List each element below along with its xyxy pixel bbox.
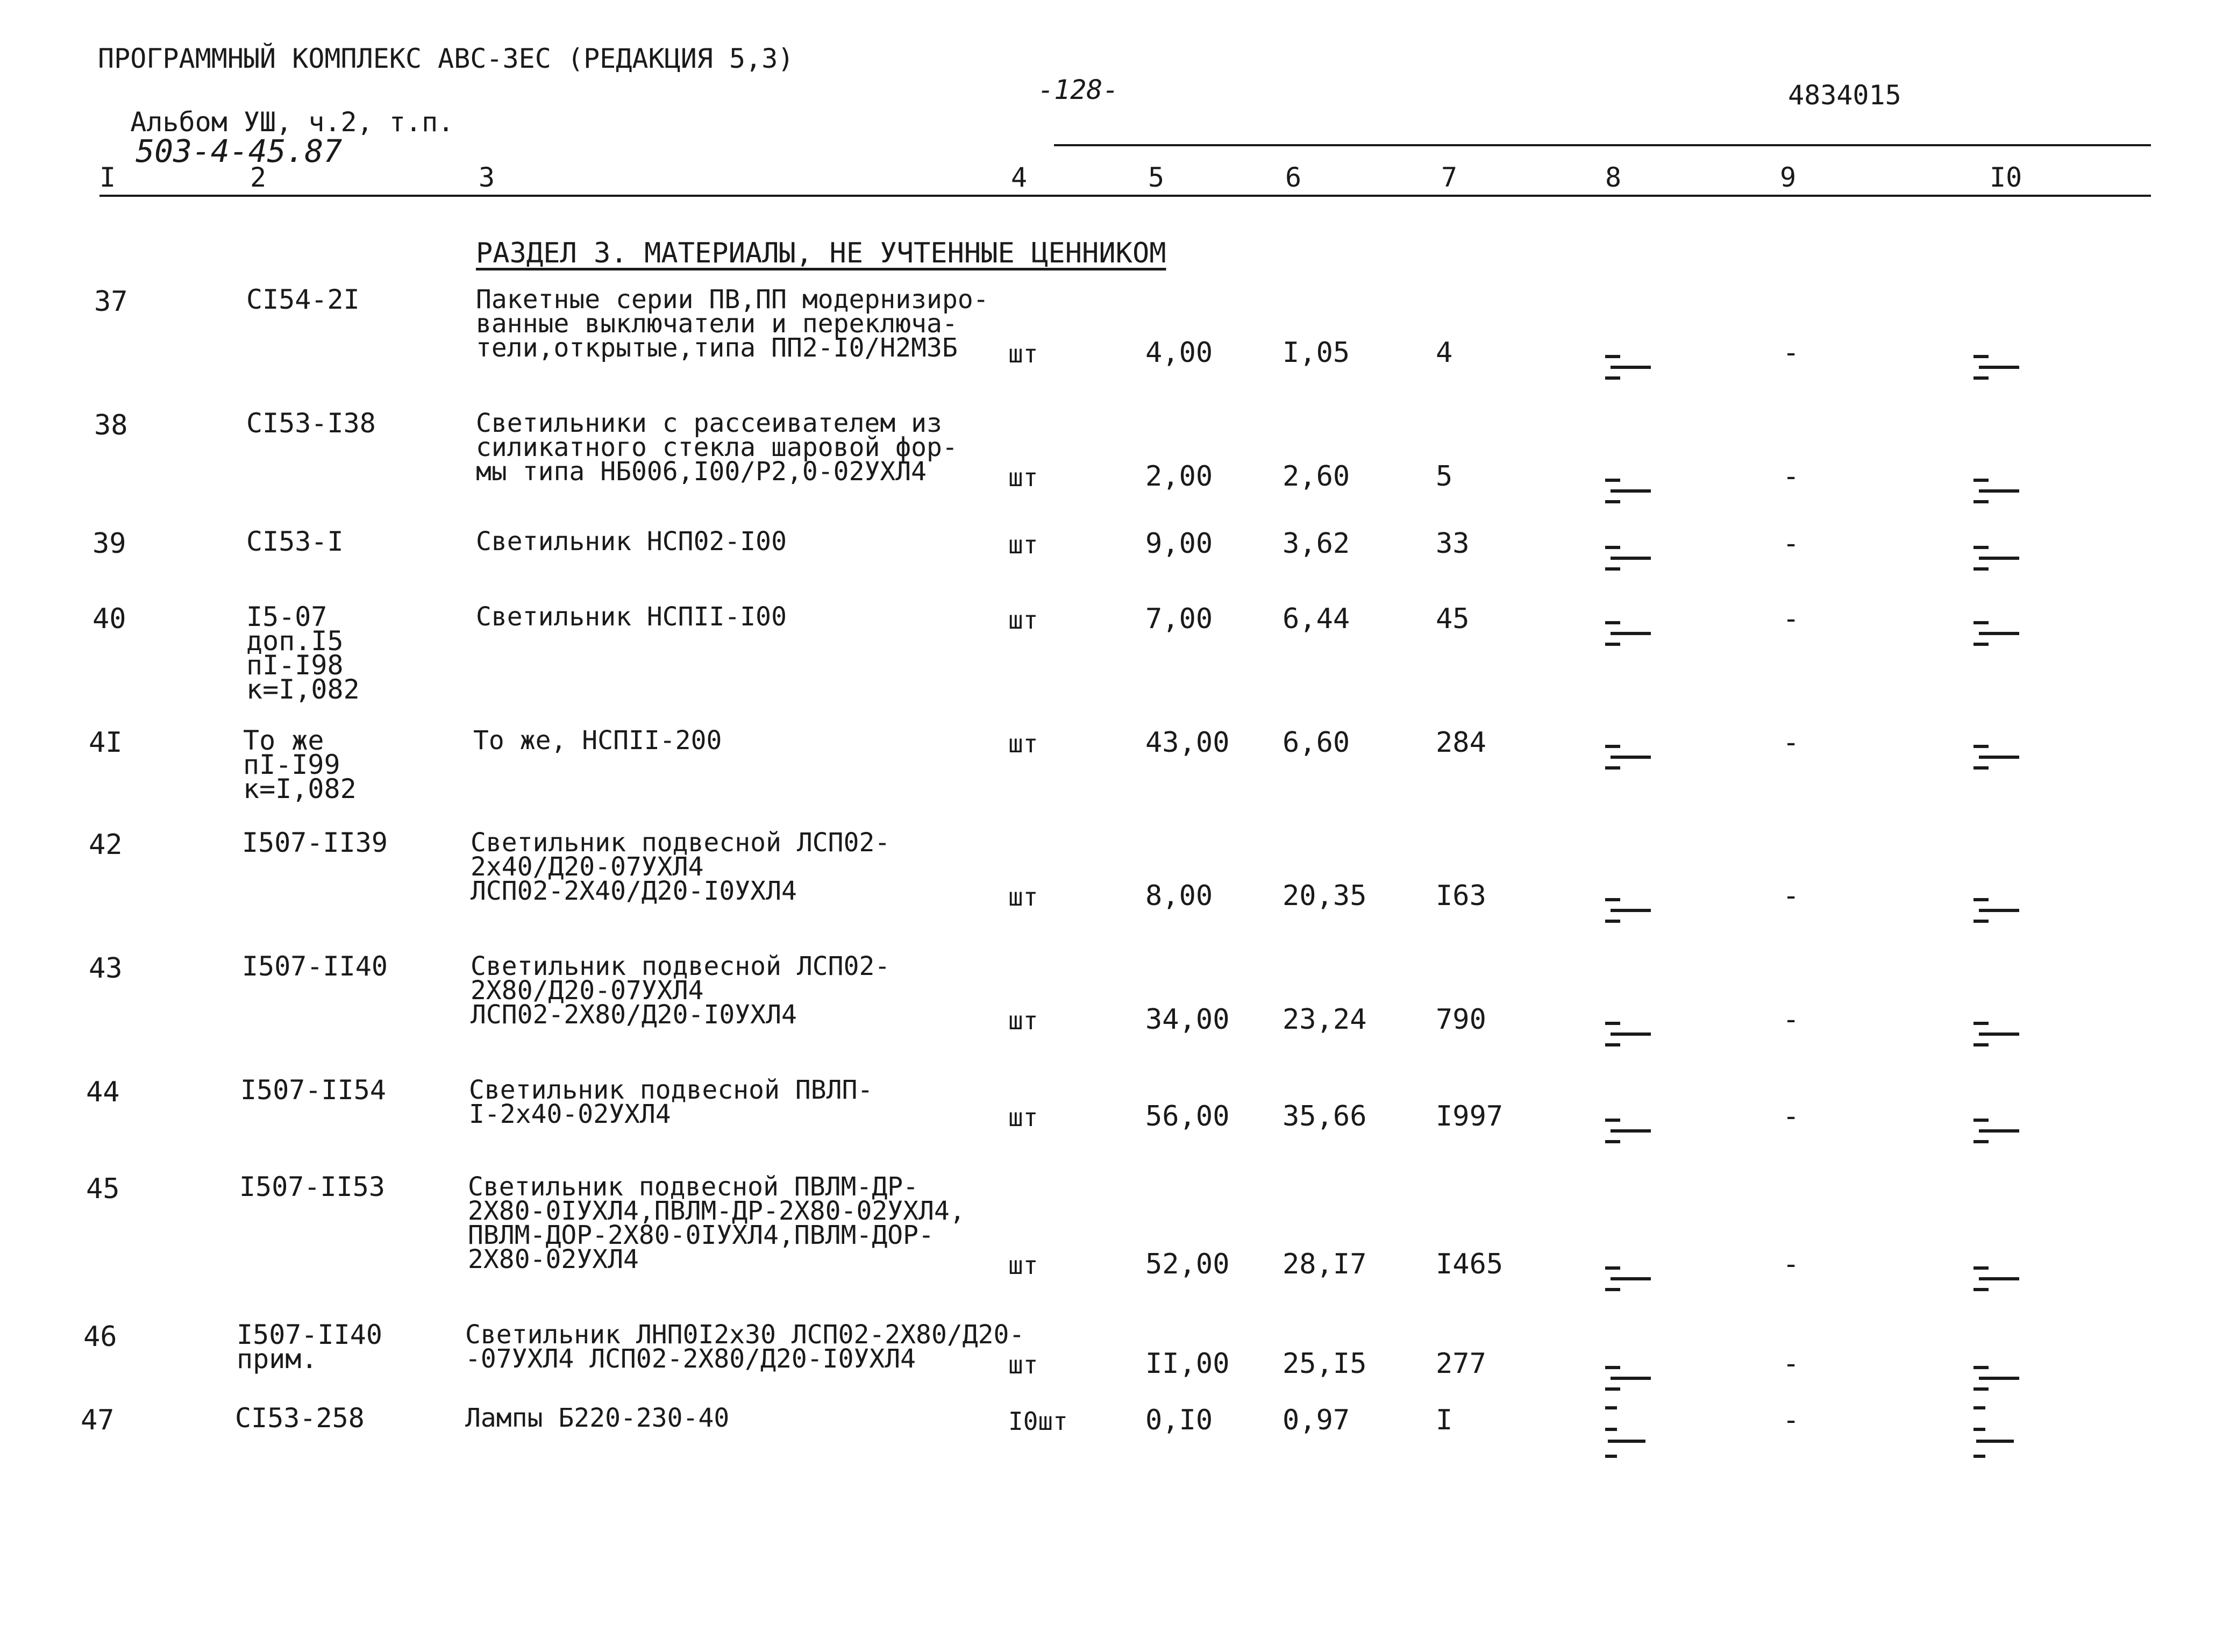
header-top-rule (1054, 144, 2151, 146)
unit-of-measure: шт (1008, 1251, 1038, 1280)
column-header-6: 6 (1285, 162, 1302, 193)
unit-of-measure: шт (1008, 530, 1038, 559)
description-line: Светильник подвесной ЛСП02- (471, 828, 890, 858)
column-9-value: - (1783, 880, 1800, 912)
unit-of-measure: шт (1008, 1103, 1038, 1132)
column-9-value: - (1783, 528, 1800, 560)
album-number-handwritten: 503-4-45.87 (136, 133, 343, 169)
material-description (476, 284, 989, 363)
album-label: Альбом УШ, ч.2, т.п. (130, 106, 454, 138)
material-description (465, 1320, 1025, 1374)
quantity: 8,00 (1145, 880, 1213, 912)
price-code-line: То же (243, 725, 324, 756)
description-line: Светильник ЛНП0I2х30 ЛСП02-2Х80/Д20- (465, 1320, 1025, 1350)
price-code-line: CI53-I38 (246, 408, 376, 439)
album-reference (98, 82, 454, 167)
description-line: ЛСП02-2Х80/Д20-I0УХЛ4 (471, 1000, 797, 1030)
quantity: 34,00 (1145, 1003, 1230, 1036)
column-header-7: 7 (1441, 162, 1458, 193)
quantity: 2,00 (1145, 460, 1213, 493)
price-code-line: пI-I99 (243, 749, 340, 780)
unit-price: 35,66 (1282, 1100, 1367, 1133)
unit-of-measure: шт (1008, 882, 1038, 912)
total-cost: 5 (1436, 460, 1453, 493)
unit-price: 2,60 (1282, 460, 1350, 493)
price-code-line: прим. (237, 1343, 318, 1375)
material-description (476, 408, 958, 487)
description-line: силикатного стекла шаровой фор- (476, 432, 958, 462)
price-code-line: I5-07 (246, 601, 327, 632)
price-code (240, 1074, 386, 1106)
column-header-4: 4 (1011, 162, 1028, 193)
unit-price: 20,35 (1282, 880, 1367, 912)
quantity: 56,00 (1145, 1100, 1230, 1133)
unit-price: 23,24 (1282, 1003, 1367, 1036)
column-header-1: I (99, 162, 116, 193)
description-line: ЛСП02-2Х40/Д20-I0УХЛ4 (471, 876, 797, 906)
unit-of-measure: шт (1008, 729, 1038, 758)
material-description (471, 828, 890, 906)
total-cost: I (1436, 1404, 1453, 1436)
unit-price: 25,I5 (1282, 1348, 1367, 1380)
material-description (471, 951, 890, 1030)
column-header-3: 3 (479, 162, 495, 193)
description-line: I-2х40-02УХЛ4 (469, 1099, 671, 1129)
row-number: 47 (81, 1404, 115, 1436)
row-number: 45 (86, 1173, 120, 1205)
material-description (469, 1075, 873, 1129)
quantity: 9,00 (1145, 528, 1213, 560)
description-line: 2Х80-02УХЛ4 (468, 1244, 639, 1274)
row-number: 4I (89, 727, 123, 759)
unit-of-measure: шт (1008, 463, 1038, 492)
price-code-line: I507-II40 (237, 1319, 382, 1350)
column-header-8: 8 (1605, 162, 1622, 193)
price-code (242, 951, 388, 982)
section-title: РАЗДЕЛ 3. МАТЕРИАЛЫ, НЕ УЧТЕННЫЕ ЦЕННИКОМ (476, 237, 1166, 269)
unit-of-measure: шт (1008, 339, 1038, 368)
description-line: -07УХЛ4 ЛСП02-2Х80/Д20-I0УХЛ4 (465, 1344, 916, 1374)
description-line: Светильник НСПII-I00 (476, 602, 787, 632)
material-description (465, 1403, 730, 1433)
price-code-line: CI53-258 (235, 1402, 365, 1434)
row-number: 38 (94, 409, 128, 442)
total-cost: I465 (1436, 1248, 1504, 1280)
description-line: мы типа НБ006,I00/Р2,0-02УХЛ4 (476, 457, 927, 487)
price-code-line: доп.I5 (246, 625, 344, 657)
description-line: То же, НСПII-200 (473, 725, 722, 756)
material-description (473, 725, 722, 756)
quantity: 0,I0 (1145, 1404, 1213, 1436)
program-title: ПРОГРАММНЫЙ КОМПЛЕКС АВС-ЗЕС (РЕДАКЦИЯ 5,3) (98, 43, 794, 74)
quantity: 7,00 (1145, 603, 1213, 635)
total-cost: 790 (1436, 1003, 1486, 1036)
description-line: ПВЛМ-ДОР-2Х80-0IУХЛ4,ПВЛМ-ДОР- (468, 1220, 934, 1250)
unit-price: 6,60 (1282, 727, 1350, 759)
price-code-line: I507-II54 (240, 1074, 386, 1106)
price-code (246, 408, 376, 439)
unit-of-measure: шт (1008, 1006, 1038, 1035)
unit-price: 28,I7 (1282, 1248, 1367, 1280)
description-line: Светильник подвесной ЛСП02- (471, 951, 890, 981)
row-number: 40 (92, 603, 126, 635)
quantity: II,00 (1145, 1348, 1230, 1380)
row-number: 46 (83, 1321, 117, 1353)
page-number: -128- (1038, 74, 1119, 105)
price-code (235, 1402, 365, 1434)
description-line: Светильник подвесной ПВЛП- (469, 1075, 873, 1105)
description-line: 2х40/Д20-07УХЛ4 (471, 852, 704, 882)
quantity: 4,00 (1145, 337, 1213, 369)
price-code (246, 526, 344, 557)
column-header-10: I0 (1990, 162, 2022, 193)
price-code (242, 827, 388, 858)
price-code (246, 284, 360, 315)
description-line: Светильник подвесной ПВЛМ-ДР- (468, 1172, 919, 1202)
material-description (468, 1172, 965, 1274)
unit-price: 0,97 (1282, 1404, 1350, 1436)
column-9-value: - (1783, 1248, 1800, 1280)
row-number: 43 (89, 952, 123, 985)
column-9-value: - (1783, 1404, 1800, 1436)
unit-price: 3,62 (1282, 528, 1350, 560)
unit-of-measure: I0шт (1008, 1407, 1068, 1436)
price-code-line: к=I,082 (246, 674, 360, 705)
column-9-value: - (1783, 1100, 1800, 1133)
column-9-value: - (1783, 337, 1800, 369)
unit-price: 6,44 (1282, 603, 1350, 635)
total-cost: 277 (1436, 1348, 1486, 1380)
material-description (476, 526, 787, 557)
price-code-line: к=I,082 (243, 773, 357, 804)
column-9-value: - (1783, 1003, 1800, 1036)
unit-of-measure: шт (1008, 1350, 1038, 1379)
total-cost: I63 (1436, 880, 1486, 912)
row-number: 44 (86, 1076, 120, 1108)
total-cost: 33 (1436, 528, 1470, 560)
price-code (237, 1319, 382, 1375)
price-code-line: CI53-I (246, 526, 344, 557)
column-header-5: 5 (1148, 162, 1165, 193)
total-cost: I997 (1436, 1100, 1504, 1133)
price-code-line: I507-II40 (242, 951, 388, 982)
price-code-line: CI54-2I (246, 284, 360, 315)
column-9-value: - (1783, 460, 1800, 493)
column-header-9: 9 (1780, 162, 1797, 193)
description-line: тели,открытые,типа ПП2-I0/Н2М3Б (476, 333, 958, 363)
total-cost: 4 (1436, 337, 1453, 369)
price-code (246, 601, 360, 705)
description-line: 2Х80/Д20-07УХЛ4 (471, 975, 704, 1006)
column-header-2: 2 (250, 162, 267, 193)
description-line: 2Х80-0IУХЛ4,ПВЛМ-ДР-2Х80-02УХЛ4, (468, 1196, 965, 1226)
row-number: 39 (92, 528, 126, 560)
quantity: 43,00 (1145, 727, 1230, 759)
total-cost: 45 (1436, 603, 1470, 635)
description-line: Пакетные серии ПВ,ПП модернизиро- (476, 284, 989, 315)
price-code-line: I507-II39 (242, 827, 388, 858)
price-code-line: I507-II53 (239, 1171, 385, 1202)
column-9-value: - (1783, 603, 1800, 635)
price-code (243, 725, 357, 804)
unit-of-measure: шт (1008, 606, 1038, 635)
column-9-value: - (1783, 1348, 1800, 1380)
column-9-value: - (1783, 727, 1800, 759)
material-description (476, 602, 787, 632)
row-number: 42 (89, 829, 123, 861)
description-line: Светильник НСП02-I00 (476, 526, 787, 557)
document-code: 4834015 (1788, 80, 1901, 111)
quantity: 52,00 (1145, 1248, 1230, 1280)
header-bottom-rule (99, 195, 2151, 197)
row-number: 37 (94, 286, 128, 318)
description-line: Лампы Б220-230-40 (465, 1403, 730, 1433)
price-code (239, 1171, 385, 1202)
price-code-line: пI-I98 (246, 650, 344, 681)
unit-price: I,05 (1282, 337, 1350, 369)
description-line: Светильники с рассеивателем из (476, 408, 942, 438)
description-line: ванные выключатели и переключа- (476, 309, 958, 339)
total-cost: 284 (1436, 727, 1486, 759)
